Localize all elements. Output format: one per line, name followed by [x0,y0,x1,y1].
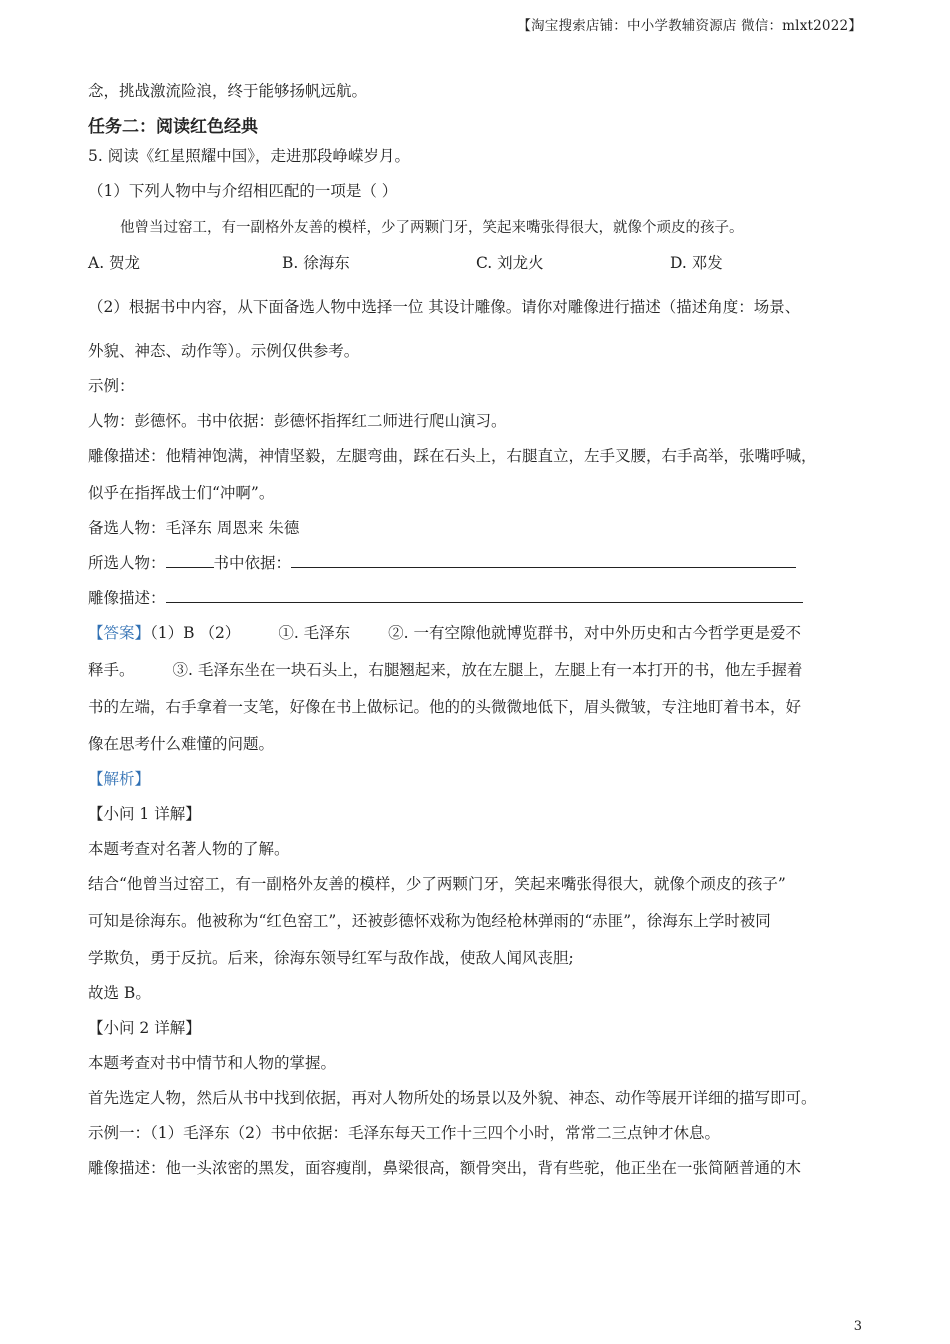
question-5: 5. 阅读《红星照耀中国》，走进那段峥嵘岁月。 [88,147,410,165]
option-a: A. 贺龙 [88,254,141,272]
document-body [88,80,868,1179]
answer-part-3: ②. 一有空隙他就博览群书，对中外历史和古今哲学更是爱不 [388,624,802,642]
answer-line-1 [88,622,868,644]
option-c: C. 刘龙火 [476,254,544,272]
answer-part-5: ③. 毛泽东坐在一块石头上，右腿翘起来，放在左腿上，左腿上有一本打开的书，他左手握着 [172,661,803,679]
sub-question-1-line: 学欺负，勇于反抗。后来，徐海东领导红军与敌作战，使敌人闻风丧胆; [88,949,574,967]
sub-question-1-title: 【小问 1 详解】 [88,805,201,823]
answer-tag: 【答案】 [88,624,151,642]
quote-text: 他曾当过窑工，有一副格外友善的模样，少了两颗门牙，笑起来嘴张得很大，就像个顽皮的孩子。 [120,220,744,236]
question-5-2-cont: 外貌、神态、动作等）。示例仅供参考。 [88,342,360,360]
selected-person-label: 所选人物： [88,554,166,572]
answer-part-4: 释手。 [88,661,135,679]
option-d: D. 邓发 [670,254,723,272]
sub-question-1-line: 结合“他曾当过窑工，有一副格外友善的模样，少了两颗门牙，笑起来嘴张得很大，就像个顽皮的孩子” [88,875,786,893]
example-description-cont: 似乎在指挥战士们“冲啊”。 [88,484,275,502]
statue-description-row [88,587,868,609]
answer-part-2: ①. 毛泽东 [278,624,351,642]
analysis-tag: 【解析】 [88,770,151,788]
answer-line-2 [88,659,868,681]
example-description: 雕像描述：他精神饱满，神情坚毅，左腿弯曲，踩在石头上，右腿直立，左手叉腰，右手高举，张嘴呼喊， [88,447,817,465]
header-note: 【淘宝搜索店铺：中小学教辅资源店 微信：mlxt2022】 [517,18,862,34]
answer-options [88,252,868,274]
book-basis-label: 书中依据： [213,554,292,572]
candidate-list: 备选人物：毛泽东 周恩来 朱德 [88,519,300,537]
question-5-1: （1）下列人物中与介绍相匹配的一项是（ ） [88,182,398,200]
sub-question-2-line: 首先选定人物，然后从书中找到依据，再对人物所处的场景以及外貌、神态、动作等展开详细的描写即可。 [88,1089,817,1107]
page-number: 3 [853,1319,862,1334]
sub-question-2-line: 本题考查对书中情节和人物的掌握。 [88,1054,337,1072]
section-title-task2: 任务二：阅读红色经典 [88,117,258,137]
answer-line-4: 像在思考什么难懂的问题。 [88,735,275,753]
sub-question-1-line: 可知是徐海东。他被称为“红色窑工”，还被彭德怀戏称为饱经枪林弹雨的“赤匪”，徐海东上学时被同 [88,912,771,930]
answer-line-3: 书的左端，右手拿着一支笔，好像在书上做标记。他的的头微微地低下，眉头微皱，专注地盯着书本，好 [88,698,802,716]
selected-person-row [88,552,868,574]
sub-question-1-line: 故选 B。 [88,984,151,1002]
statue-description-blank [166,587,803,603]
book-basis-blank [291,552,796,568]
text-line: 念，挑战激流险浪，终于能够扬帆远航。 [88,82,368,100]
question-5-2: （2）根据书中内容，从下面备选人物中选择一位 其设计雕像。请你对雕像进行描述（描述角度：场景、 [88,298,801,316]
sub-question-1-line: 本题考查对名著人物的了解。 [88,840,290,858]
option-b: B. 徐海东 [282,254,350,272]
answer-part-1: （1）B （2） [150,624,241,642]
sub-question-2-line: 雕像描述：他一头浓密的黑发，面容瘦削，鼻梁很高，额骨突出，背有些驼，他正坐在一张简陋普通的木 [88,1159,802,1177]
example-person: 人物：彭德怀。书中依据：彭德怀指挥红二师进行爬山演习。 [88,412,507,430]
example-label: 示例： [88,377,135,395]
sub-question-2-title: 【小问 2 详解】 [88,1019,201,1037]
statue-description-label: 雕像描述： [88,589,166,607]
selected-person-blank [166,552,214,568]
sub-question-2-line: 示例一：（1）毛泽东（2）书中依据：毛泽东每天工作十三四个小时，常常二三点钟才休息。 [88,1124,720,1142]
